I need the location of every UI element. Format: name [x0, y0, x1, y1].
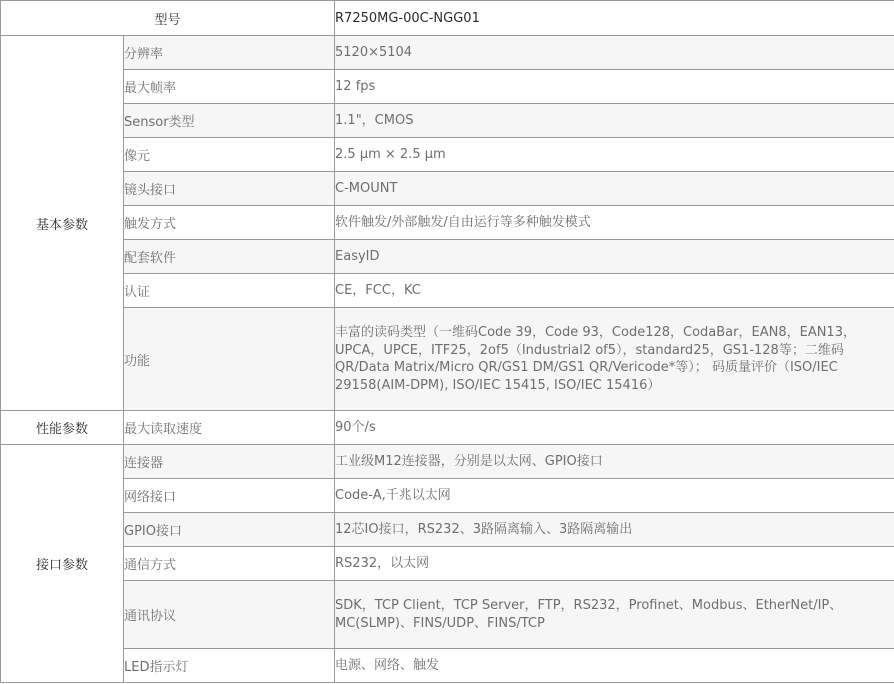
table-row [1, 206, 894, 240]
row-value: RS232，以太网 [335, 547, 894, 581]
row-label: 配套软件 [124, 240, 335, 274]
row-label: 功能 [124, 308, 335, 411]
model-row [1, 1, 894, 36]
table-row [1, 649, 894, 683]
row-value: 软件触发/外部触发/自由运行等多种触发模式 [335, 206, 894, 240]
row-label: 网络接口 [124, 479, 335, 513]
group-interface-params: 接口参数 [1, 445, 124, 683]
table-row [1, 36, 894, 70]
row-label: 最大读取速度 [124, 411, 335, 445]
row-label: GPIO接口 [124, 513, 335, 547]
row-label: 镜头接口 [124, 172, 335, 206]
row-value: 12芯IO接口，RS232、3路隔离输入、3路隔离输出 [335, 513, 894, 547]
table-row [1, 547, 894, 581]
table-row [1, 581, 894, 649]
model-value: R7250MG-00C-NGG01 [335, 1, 894, 36]
model-label: 型号 [1, 1, 335, 36]
table-row [1, 104, 894, 138]
table-row [1, 411, 894, 445]
row-value: SDK，TCP Client，TCP Server，FTP，RS232，Profinet、Modbus、EtherNet/IP、MC(SLMP)、FINS/UDP、FINS/TCP [335, 581, 894, 649]
row-label: 通信方式 [124, 547, 335, 581]
row-label: 像元 [124, 138, 335, 172]
row-value: Code-A,千兆以太网 [335, 479, 894, 513]
table-row [1, 479, 894, 513]
table-row [1, 513, 894, 547]
table-row [1, 445, 894, 479]
row-label: Sensor类型 [124, 104, 335, 138]
row-value: C-MOUNT [335, 172, 894, 206]
row-value: EasyID [335, 240, 894, 274]
table-row [1, 138, 894, 172]
row-value: 2.5 μm × 2.5 μm [335, 138, 894, 172]
row-label: 通讯协议 [124, 581, 335, 649]
row-value: 电源、网络、触发 [335, 649, 894, 683]
row-value: 工业级M12连接器，分别是以太网、GPIO接口 [335, 445, 894, 479]
row-label: 认证 [124, 274, 335, 308]
table-row [1, 172, 894, 206]
table-row [1, 240, 894, 274]
row-value: 1.1"，CMOS [335, 104, 894, 138]
row-label: LED指示灯 [124, 649, 335, 683]
table-row [1, 70, 894, 104]
row-value: CE，FCC，KC [335, 274, 894, 308]
table-row [1, 274, 894, 308]
row-value: 90个/s [335, 411, 894, 445]
group-basic-params: 基本参数 [1, 36, 124, 411]
row-label: 连接器 [124, 445, 335, 479]
row-value: 12 fps [335, 70, 894, 104]
table-row [1, 308, 894, 411]
row-label: 分辨率 [124, 36, 335, 70]
row-label: 触发方式 [124, 206, 335, 240]
row-value: 5120×5104 [335, 36, 894, 70]
row-value: 丰富的读码类型（一维码Code 39，Code 93，Code128，CodaBar，EAN8，EAN13，UPCA，UPCE，ITF25，2of5（Industrial2 of5），standard25，GS1-128等；二维码QR/Data Matrix/Micro QR/GS1 DM/GS1 QR/Vericode*等）； 码质量评价（ISO/IEC 29158(AIM-DPM), ISO/IEC 15415, ISO/IEC 15416） [335, 308, 894, 411]
row-label: 最大帧率 [124, 70, 335, 104]
group-performance-params: 性能参数 [1, 411, 124, 445]
